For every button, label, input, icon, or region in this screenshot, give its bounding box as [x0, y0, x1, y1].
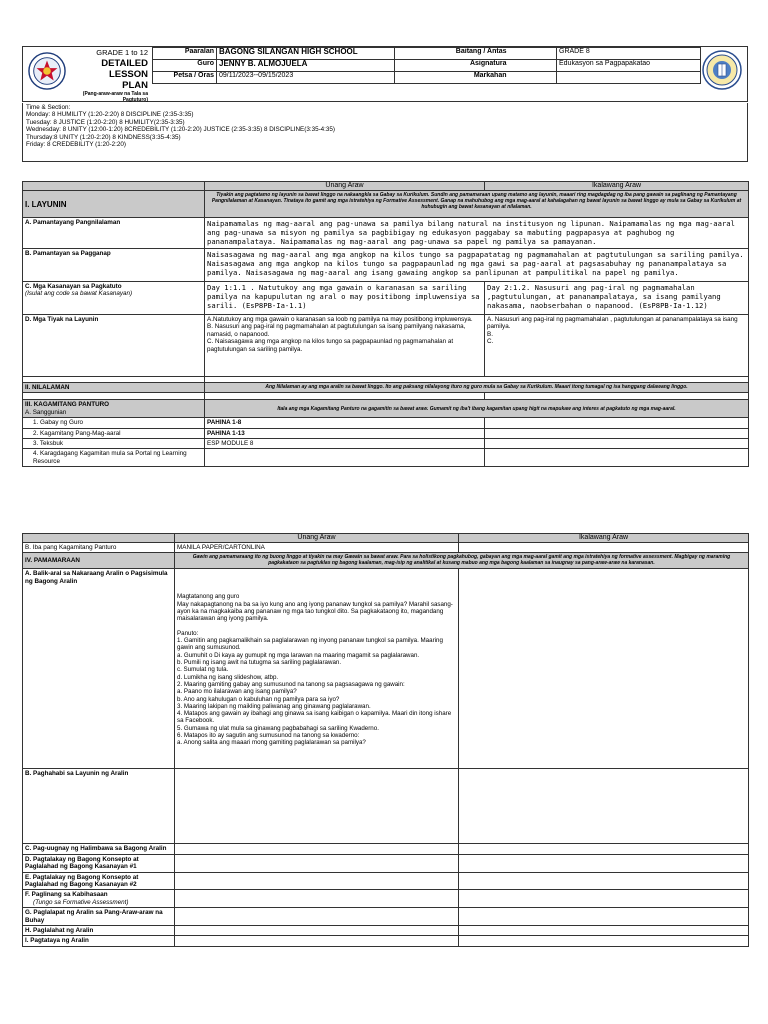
- deped-seal-left: [28, 52, 66, 90]
- nilalaman-label: II. NILALAMAN: [23, 383, 205, 393]
- kasanayan-row: [23, 282, 749, 315]
- nilalaman-row: [23, 383, 749, 393]
- pag-uugnay-label: C. Pag-uugnay ng Halimbawa sa Bagong Aralin: [23, 844, 175, 854]
- col-day2-header: Ikalawang Araw: [485, 182, 749, 191]
- info-row: [153, 72, 701, 84]
- kasanayan-sublabel: (Isulat ang code sa bawat Kasanayan): [25, 290, 133, 298]
- lesson-plan-table-page1: [22, 181, 749, 467]
- pag-uugnay-row: [23, 844, 749, 854]
- school-seal-right: [702, 50, 742, 90]
- kasanayan-day1: Day 1:1.1 . Natutukoy ang mga gawain o karanasan sa sariling pamilya na kapupulutan ng aral o may positibong impluwensiya sa sarili. (EsP8PB-Ia-1.1): [205, 282, 485, 315]
- pamantayang-pangnilalaman-label: A. Pamantayang Pangnilalaman: [23, 218, 205, 249]
- time-and-section: [22, 103, 748, 162]
- teksbuk-label: 3. Teksbuk: [23, 439, 205, 449]
- paglinang-label: F. Paglinang sa Kabihasaan: [25, 891, 108, 899]
- schedule-line: Tuesday: 8 JUSTICE (1:20-2:20) 8 HUMILITY(2:35-3:35): [26, 118, 185, 126]
- paglalahat-row: [23, 926, 749, 936]
- balik-label: A. Balik-aral sa Nakaraang Aralin o Pagsisimula ng Bagong Aralin: [23, 569, 175, 769]
- pamamaraan-row: [23, 553, 749, 569]
- lesson-plan-table-page2: [22, 533, 749, 947]
- title-line-2: PLAN: [122, 80, 148, 91]
- kasanayan-day2: Day 2:1.2. Nasusuri ang pag-iral ng pagmamahalan ,pagtutulungan, at pananampalataya, sa isang pamilyang nakasama, naobserbahan o napanood. (EsP8PB-Ia-1.12): [485, 282, 749, 315]
- paghahabi-row: [23, 769, 749, 844]
- karagdagang-label: 4. Karagdagang Kagamitan mula sa Portal ng Learning Resource: [23, 449, 205, 467]
- iba-pang-kagamitan-row: [23, 543, 749, 553]
- kasanayan-label-cell: [23, 282, 205, 315]
- empty-cell: [459, 926, 749, 936]
- info-label: Markahan: [395, 72, 509, 84]
- paglalapat-label: G. Paglalapat ng Aralin sa Pang-Araw-araw na Buhay: [23, 908, 175, 926]
- info-label: Asignatura: [395, 60, 509, 72]
- empty-cell: [459, 854, 749, 872]
- pagtalakay2-row: [23, 872, 749, 890]
- lesson-plan-title-block: [68, 48, 148, 103]
- empty-cell: [459, 844, 749, 854]
- pagtataya-label: I. Pagtataya ng Aralin: [23, 936, 175, 946]
- blank-header: [23, 182, 205, 191]
- kagamitan-label: III. KAGAMITANG PANTURO: [25, 401, 110, 409]
- paglalapat-row: [23, 908, 749, 926]
- empty-cell: [485, 418, 749, 428]
- info-spacer: [509, 72, 557, 84]
- info-row: [153, 60, 701, 72]
- karagdagang-value: [205, 449, 485, 467]
- pagtataya-row: [23, 936, 749, 946]
- col-day1-header: Unang Araw: [205, 182, 485, 191]
- paghahabi-label: B. Paghahabi sa Layunin ng Aralin: [23, 769, 175, 844]
- empty-cell: [485, 428, 749, 438]
- kagamitang-value: PAHINA 1-13: [205, 428, 485, 438]
- layunin-note: Tiyakin ang pagtatamo ng layunin sa bawat linggo na nakaangkla sa Gabay sa Kurikulum. Sundin ang pamamaraan upang matamo ang layunin, maaari ring magdagdag ng iba pang gawain sa paglinang ng Pamantayang Pangnilalaman at Kasanayan. Tinataya ito gamit ang mga istratehiya ng Formative Assessment. Ganap na mahuhubog ang mga mag-aaral at kahalagahan ng bawat layunin sa bawat linggo ay mula sa Gabay sa Kurikulum at huhubugin ang bawat kasanayan at nilalaman.: [205, 191, 749, 218]
- empty-cell: [459, 569, 749, 769]
- tiyak-day1: A.Natutukoy ang mga gawain o karanasan sa loob ng pamilya na may positibong impluwensya. B. Nasusuri ang pag-iral ng pagmamahalan at pagtutulungan sa isang pamilyang nakasama, namasid, o napanood. C. Naisasagawa ang mga angkop na kilos tungo sa pagpapaunlad ng pagmamahalan at pagtutulungan sa sariling pamilya.: [205, 315, 485, 377]
- pamamaraan-note: Gawin ang pamamaraang ito ng buong linggo at tiyakin na may Gawain sa bawat araw. Para sa holistikong pagkahubog, gabayan ang mga mag-aaral gamit ang mga istratehiya ng formative assessment. Magbigay ng maraming pagkakataon sa pagtuklas ng bagong kaalaman, mag-isip ng analitikal at kusang mabuo ang mga bagong kaalaman sa inaugnay sa pang-araw-araw na karanasan.: [175, 553, 749, 569]
- kasanayan-label: C. Mga Kasanayan sa Pagkatuto: [25, 283, 122, 290]
- empty-cell: [485, 439, 749, 449]
- tiyak-na-layunin-row: [23, 315, 749, 377]
- pagtalakay2-label: E. Pagtalakay ng Bagong Konsepto at Paglalahad ng Bagong Kasanayan #2: [23, 872, 175, 890]
- layunin-row: [23, 191, 749, 218]
- teksbuk-row: [23, 439, 749, 449]
- kagamitan-label-cell: [23, 400, 205, 418]
- schedule-line: Thursday:8 UNITY (1:20-2:20) 8 KINDNESS(3:35-4:35): [26, 133, 181, 141]
- balik-aral-row: [23, 569, 749, 769]
- layunin-label: I. LAYUNIN: [23, 191, 205, 218]
- kagamitang-row: [23, 428, 749, 438]
- title-line-1: DETAILED LESSON: [101, 58, 148, 80]
- info-value: GRADE 8: [557, 48, 701, 60]
- balik-value: Magtatanong ang guro May nakapagtanong na ba sa iyo kung ano ang iyong pananaw tungkol sa pamilya? Marahil sasang-ayon ka na magkakaiba ang pananaw ng mga tao tungkol dito. Sa pagkakataong ito, magandang maisalarawan ang iyong pamilya. Panuto: 1. Gamitin ang pagkamalikhain sa paglalarawan ng inyong pananaw tungkol sa pamilya. Maaring gawin ang sumusunod. a. Gumuhit o Di kaya ay gumupit ng mga larawan na maaring magamit sa paglalarawan. b. Pumili ng isang awit na tutugma sa sariling paglalarawan. c. Sumulat ng tula. d. Lumikha ng isang slideshow, atbp. 2. Maaring gamiting gabay ang sumusunod na tanong sa pagsasagawa ng gawain: a. Paano mo ilalarawan ang isang pamilya? b. Ano ang kahulugan o kabuluhan ng pamilya para sa iyo? 3. Maaring lakipan ng maikling paliwanag ang ginawang paglalarawan. 4. Matapos ang gawain ay ibahagi ang ginawa sa isang kaibigan o kapamilya. Maari din itong ishare sa Facebook. 5. Gumawa ng ulat mula sa ginawang pagbabahagi sa sariling Kwaderno. 6. Matapos ito ay sagutin ang sumusunod na tanong sa kwaderno: a. Anong salita ang maaari mong gamiting paglalarawan sa pamilya?: [175, 569, 459, 769]
- pamamaraan-label: IV. PAMAMARAAN: [23, 553, 175, 569]
- info-label: Baitang / Antas: [395, 48, 509, 60]
- pamantayan-pagganap-text: Naisasagawa ng mag-aaral ang mga angkop na kilos tungo sa pagpapatatag ng pagmamahalan at pagtutulungan sa sariling pamilya. Naisasagawa ang mga angkop na kilos tungo sa pagpapaunlad ng mga gawi sa pag-aaral at pagsasabuhay ng pananampalataya sa pamilya. Naisasagawa ng mag-aaral ang isang gawaing angkop sa panlipunan at pampulitikal na papel ng pamilya.: [205, 249, 749, 282]
- iba-value: MANILA PAPER/CARTONLINA: [175, 543, 459, 553]
- paglalahat-label: H. Paglalahat ng Aralin: [23, 926, 175, 936]
- schedule-line: Monday: 8 HUMILITY (1:20-2:20) 8 DISCIPLINE (2:35-3:35): [26, 111, 194, 119]
- gabay-label: 1. Gabay ng Guro: [23, 418, 205, 428]
- info-value: [557, 72, 701, 84]
- info-spacer: [509, 48, 557, 60]
- column-header-row: [23, 534, 749, 543]
- col-day1-header: Unang Araw: [175, 534, 459, 543]
- info-label: Petsa / Oras: [153, 72, 217, 84]
- empty-cell: [459, 543, 749, 553]
- empty-cell: [485, 449, 749, 467]
- tiyak-day2: A. Nasusuri ang pag-iral ng pagmamahalan , pagtutulungan at pananampalataya sa isang pamilya. B. C.: [485, 315, 749, 377]
- blank-header: [23, 534, 175, 543]
- sanggunian-label: A. Sanggunian: [25, 408, 67, 416]
- karagdagang-row: [23, 449, 749, 467]
- kagamitan-note: Itala ang mga Kagamitang Panturo na gagamitin sa bawat araw. Gumamit ng iba't ibang kagamitan upang higit na mapukaw ang interes at pagkatuto ng mga mag-aaral.: [205, 400, 749, 418]
- empty-cell: [175, 854, 459, 872]
- pamantayang-pangnilalaman-row: [23, 218, 749, 249]
- pamantayan-pagganap-label: B. Pamantayan sa Pagganap: [23, 249, 205, 282]
- info-label: Paaralan: [153, 48, 217, 60]
- iba-label: B. Iba pang Kagamitang Panturo: [23, 543, 175, 553]
- empty-cell: [175, 769, 459, 844]
- pagtalakay1-row: [23, 854, 749, 872]
- info-value: 09/11/2023--09/15/2023: [217, 72, 395, 84]
- empty-cell: [175, 926, 459, 936]
- info-row: [153, 48, 701, 60]
- pamantayan-pagganap-row: [23, 249, 749, 282]
- empty-cell: [175, 908, 459, 926]
- spacer-row: [23, 393, 749, 400]
- empty-cell: [459, 936, 749, 946]
- empty-cell: [175, 844, 459, 854]
- paglinang-row: [23, 890, 749, 908]
- paglinang-sublabel: (Tungo sa Formative Assessment): [33, 898, 129, 906]
- empty-cell: [175, 890, 459, 908]
- nilalaman-note: Ang Nilalaman ay ang mga aralin sa bawat linggo. Ito ang paksang nilalayong ituro ng guro mula sa Gabay sa Kurikulum. Maaari itong tumagal ng isa hanggang dalawang linggo.: [205, 383, 749, 393]
- time-section-label: Time & Section:: [26, 104, 71, 111]
- info-value: JENNY B. ALMOJUELA: [217, 60, 395, 72]
- grade-level: GRADE 1 to 12: [96, 48, 148, 57]
- empty-cell: [459, 769, 749, 844]
- gabay-value: PAHINA 1-8: [205, 418, 485, 428]
- column-header-row: [23, 182, 749, 191]
- school-info-table: [152, 47, 701, 84]
- col-day2-header: Ikalawang Araw: [459, 534, 749, 543]
- info-value: Edukasyon sa Pagpapakatao: [557, 60, 701, 72]
- kagamitang-label: 2. Kagamitang Pang-Mag-aaral: [23, 428, 205, 438]
- title-subtitle: (Pang-araw-araw na Tala sa Pagtuturo): [82, 91, 148, 103]
- pamantayang-pangnilalaman-text: Naipamamalas ng mag-aaral ang pag-unawa sa pamilya bilang natural na institusyon ng lipunan. Naipamamalas ng mga mag-aaral ang pag-unawa sa misyon ng pamilya sa pagbibigay ng edukasyon paggabay sa mabuting pagpapasya at paghubog ng pananampalataya. Naipamamalas ng mag-aaral ang pag-unawa sa papel ng pamilya sa pamayanan.: [205, 218, 749, 249]
- info-spacer: [509, 60, 557, 72]
- tiyak-label: D. Mga Tiyak na Layunin: [23, 315, 205, 377]
- schedule-line: Friday: 8 CREDEBILITY (1:20-2:20): [26, 141, 126, 149]
- teksbuk-value: ESP MODULE 8: [205, 439, 485, 449]
- spacer-cell: [485, 393, 749, 400]
- schedule-line: Wednesday: 8 UNITY (12:00-1:20) 8CREDEBILITY (1:20-2:20) JUSTICE (2:35-3:35) 8 DISCIPLINE(3:35-4:35): [26, 126, 336, 134]
- pagtalakay1-label: D. Pagtalakay ng Bagong Konsepto at Paglalahad ng Bagong Kasanayan #1: [23, 854, 175, 872]
- empty-cell: [175, 936, 459, 946]
- empty-cell: [459, 890, 749, 908]
- spacer-cell: [23, 393, 205, 400]
- empty-cell: [459, 872, 749, 890]
- empty-cell: [175, 872, 459, 890]
- info-label: Guro: [153, 60, 217, 72]
- spacer-cell: [205, 393, 485, 400]
- empty-cell: [459, 908, 749, 926]
- info-value: BAGONG SILANGAN HIGH SCHOOL: [217, 48, 395, 60]
- gabay-row: [23, 418, 749, 428]
- paglinang-label-cell: [23, 890, 175, 908]
- kagamitan-row: [23, 400, 749, 418]
